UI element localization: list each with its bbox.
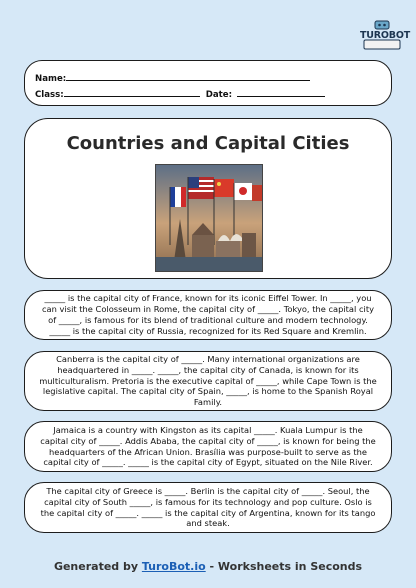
turobot-link[interactable]: TuroBot.io	[141, 560, 206, 573]
landmarks-illustration	[155, 164, 263, 272]
footer-suffix: - Worksheets in Seconds	[205, 560, 363, 573]
class-label: Class:	[35, 90, 64, 100]
class-date-row	[35, 87, 325, 100]
passage-text-3: Jamaica is a country with Kingston as its capital _____. Kuala Lumpur is the capital city of _____. Addis Ababa, the capital city of _____, is known for being the headquarters of the African Union. Brasília was purpose-built to serve as the capital city of _____. _____ is the capital city of Egypt, situated on the Nile River.	[40, 424, 376, 468]
passage-text-2: Canberra is the capital city of _____. Many international organizations are headquartered in _____. _____, the capital city of Canada, is known for its multiculturalism. Pretoria is the executive capital of _____, while Cape Town is the legislative capital. The capital city of Spain, _____, is home to the Spanish Royal Family.	[39, 354, 377, 408]
name-label: Name:	[35, 74, 67, 84]
worksheet-title: Countries and Capital Cities	[66, 133, 350, 154]
student-info-box	[24, 60, 392, 106]
turobot-logo	[360, 20, 410, 50]
footer	[0, 560, 416, 573]
passage-box-2	[24, 351, 392, 411]
date-field[interactable]	[237, 87, 325, 97]
name-field[interactable]	[66, 71, 310, 81]
logo-text: TUROBOT	[360, 30, 410, 41]
passage-box-1	[24, 290, 392, 340]
name-row	[35, 71, 310, 84]
passage-box-4	[24, 482, 392, 533]
class-field[interactable]	[64, 87, 200, 97]
title-box	[24, 118, 392, 279]
passage-box-3	[24, 421, 392, 472]
passage-text-1: _____ is the capital city of France, known for its iconic Eiffel Tower. In _____, you can visit the Colosseum in Rome, the capital city of _____. Tokyo, the capital city of _____, is famous for its blend of traditional culture and modern technology. _____ is the capital city of Russia, recognized for its Red Square and Kremlin.	[42, 293, 374, 336]
date-label: Date:	[205, 90, 233, 100]
passage-text-4: The capital city of Greece is _____. Berlin is the capital city of _____. Seoul, the capital city of South _____, is famous for its technology and pop culture. Oslo is the capital city of _____. _____ is the capital city of Argentina, known for its tango and steak.	[40, 485, 376, 529]
footer-prefix: Generated by	[53, 560, 142, 573]
